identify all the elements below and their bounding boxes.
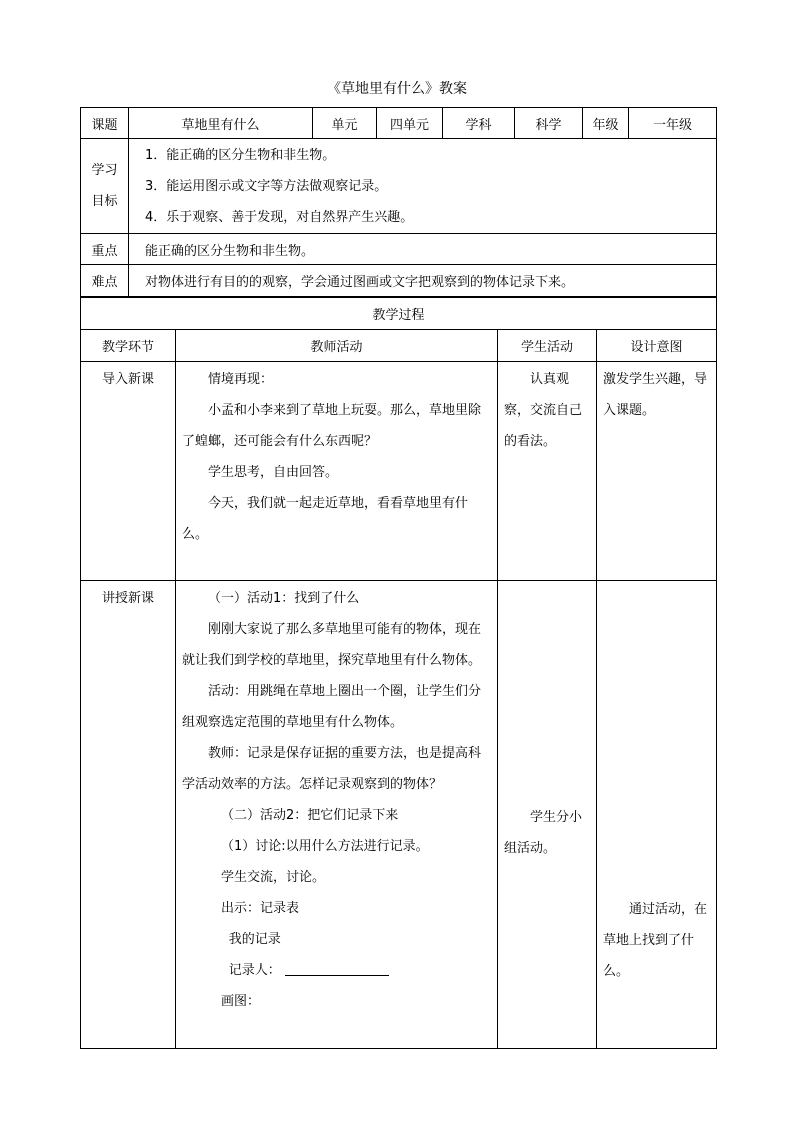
- col-design-header: 设计意图: [597, 330, 717, 362]
- newlesson-row: [81, 581, 717, 1049]
- col-teacher-header: 教师活动: [176, 330, 498, 362]
- difficulty-row: [81, 265, 717, 297]
- newlesson-stage: 讲授新课: [81, 581, 176, 1049]
- newlesson-teacher: [176, 581, 498, 1049]
- document-title: 《草地里有什么》教案: [327, 81, 467, 97]
- goals-content: [129, 139, 717, 234]
- difficulty-label: 难点: [81, 265, 129, 297]
- teaching-process-table: [80, 297, 717, 1049]
- goals-label: [81, 139, 129, 234]
- difficulty-text: 对物体进行有目的的观察，学会通过图画或文字把观察到的物体记录下来。: [129, 265, 717, 297]
- subject-value: 科学: [515, 108, 583, 139]
- newlesson-teacher-line: 刚刚大家说了那么多草地里可能有的物体，现在就让我们到学校的草地里，探究草地里有什么物体。: [182, 622, 482, 668]
- intro-teacher-line: 小孟和小李来到了草地上玩耍。那么，草地里除了蝗螂，还可能会有什么东西呢？: [182, 403, 482, 449]
- record-person-blank: [285, 961, 389, 976]
- col-student-header: 学生活动: [498, 330, 597, 362]
- intro-row: [81, 362, 717, 581]
- intro-teacher-line: 情境再现：: [208, 372, 274, 387]
- intro-teacher-line: 学生思考，自由回答。: [208, 465, 339, 480]
- key-point-label: 重点: [81, 234, 129, 265]
- newlesson-teacher-line: （一）活动1：找到了什么: [208, 591, 360, 606]
- lesson-info-table: [80, 107, 717, 297]
- goals-label-line1: 学习: [91, 163, 118, 178]
- newlesson-teacher-line: 学生交流，讨论。: [221, 870, 326, 885]
- newlesson-design: 通过活动，在草地上找到了什么。: [597, 581, 717, 1049]
- process-heading-row: [81, 298, 717, 330]
- newlesson-student: 学生分小组活动。: [498, 581, 597, 1049]
- newlesson-teacher-line: （1）讨论:以用什么方法进行记录。: [221, 839, 429, 854]
- grade-label: 年级: [583, 108, 629, 139]
- key-point-text: 能正确的区分生物和非生物。: [129, 234, 717, 265]
- key-point-row: [81, 234, 717, 265]
- newlesson-teacher-line: （二）活动2：把它们记录下来: [221, 808, 399, 823]
- unit-value: 四单元: [377, 108, 443, 139]
- intro-design: 激发学生兴趣，导入课题。: [597, 362, 717, 581]
- intro-stage: 导入新课: [81, 362, 176, 581]
- col-stage-header: 教学环节: [81, 330, 176, 362]
- unit-label: 单元: [313, 108, 377, 139]
- goals-label-line2: 目标: [91, 194, 118, 209]
- newlesson-teacher-line: 画图：: [221, 994, 261, 1009]
- intro-teacher-line: 今天，我们就一起走近草地，看看草地里有什么。: [182, 496, 469, 542]
- info-row: [81, 108, 717, 139]
- topic-value: 草地里有什么: [129, 108, 313, 139]
- record-person-line: [182, 955, 491, 986]
- intro-teacher: [176, 362, 498, 581]
- subject-label: 学科: [443, 108, 515, 139]
- grade-value: 一年级: [629, 108, 717, 139]
- record-person-label: 记录人：: [228, 963, 281, 978]
- goals-row: [81, 139, 717, 234]
- process-heading: 教学过程: [81, 298, 717, 330]
- intro-student: 认真观察，交流自己的看法。: [498, 362, 597, 581]
- newlesson-teacher-line: 活动：用跳绳在草地上圈出一个圈，让学生们分组观察选定范围的草地里有什么物体。: [182, 684, 482, 730]
- newlesson-teacher-line: 出示：记录表: [221, 901, 300, 916]
- topic-label: 课题: [81, 108, 129, 139]
- process-header-row: [81, 330, 717, 362]
- newlesson-teacher-line: 教师：记录是保存证据的重要方法，也是提高科学活动效率的方法。怎样记录观察到的物体？: [182, 746, 482, 792]
- newlesson-teacher-line: 我的记录: [228, 932, 281, 947]
- goal-item: 3．能运用图示或文字等方法做观察记录。: [145, 178, 388, 194]
- goal-item: 4．乐于观察、善于发现，对自然界产生兴趣。: [145, 209, 414, 225]
- goal-item: 1．能正确的区分生物和非生物。: [145, 147, 336, 163]
